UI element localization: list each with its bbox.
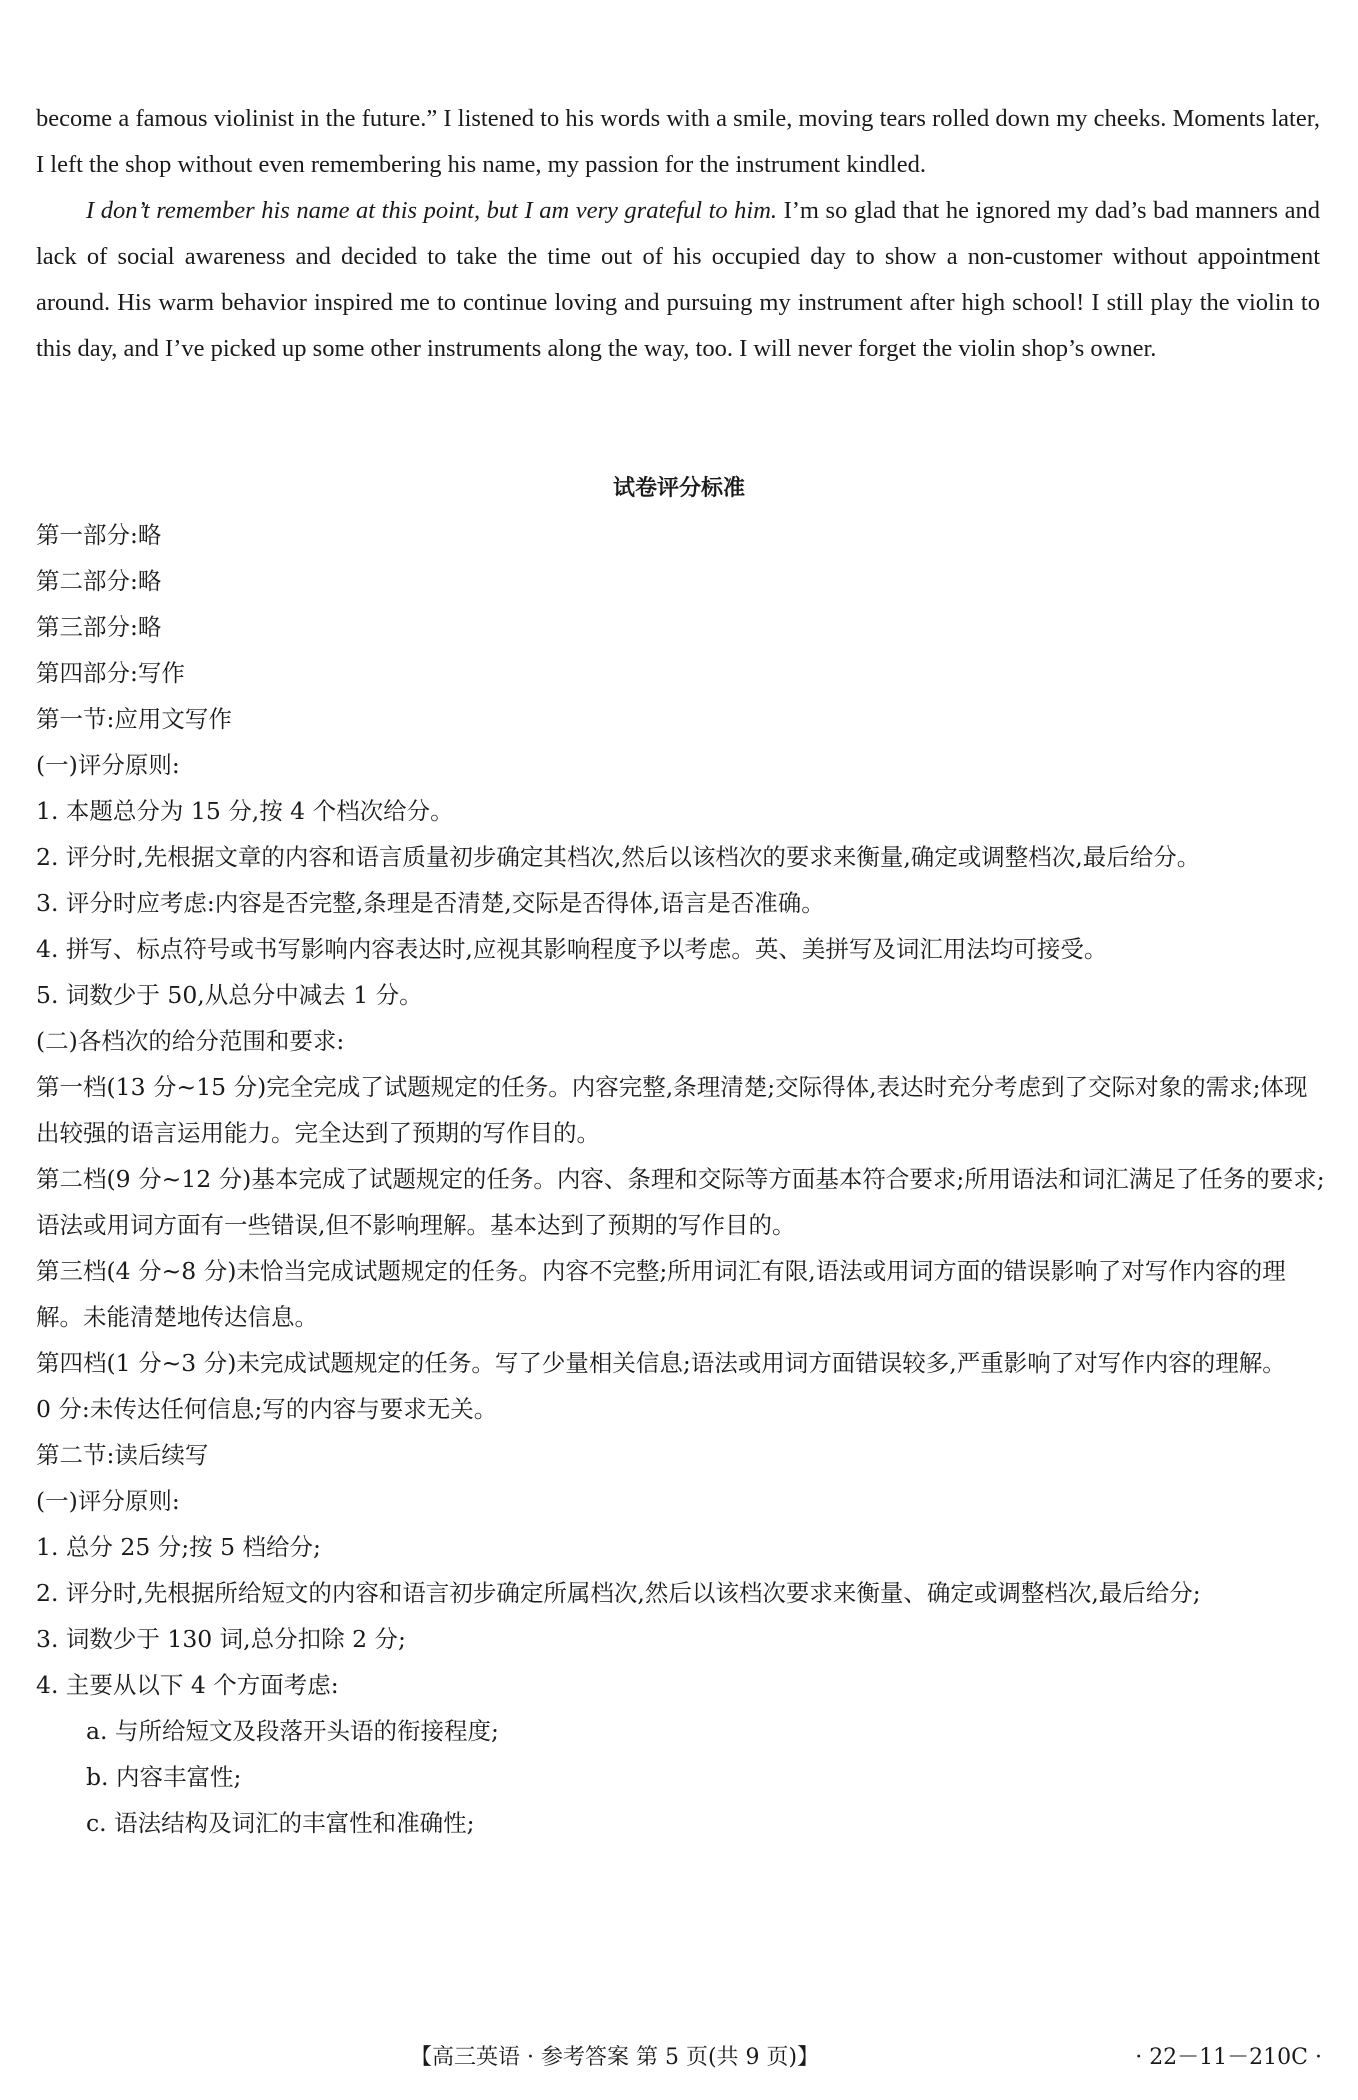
section-two-heading: 第二节:读后续写: [36, 1441, 209, 1469]
grade-level-4: 第四档(1 分~3 分)未完成试题规定的任务。写了少量相关信息;语法或用词方面错误较多,严重影响了对写作内容的理解。: [36, 1349, 1286, 1377]
section-one-heading: 第一节:应用文写作: [36, 705, 232, 733]
rule-2-2: 2. 评分时,先根据所给短文的内容和语言初步确定所属档次,然后以该档次要求来衡量、确定或调整档次,最后给分;: [36, 1579, 1201, 1607]
story-paragraph-2-rest: I’m so glad that he ignored my dad’s bad manners and lack of social awareness and decided to take the time out of his occupied day to show a non-customer without appointment around. His warm behavior inspired me to continue loving and pursuing my instrument after high school! I still play the violin to this day, and I’ve picked up some other instruments along the way, too. I will never forget the violin shop’s owner.: [36, 197, 1320, 362]
rule-2-3: 3. 词数少于 130 词,总分扣除 2 分;: [36, 1625, 406, 1653]
aspect-c: c. 语法结构及词汇的丰富性和准确性;: [86, 1809, 475, 1837]
aspect-a: a. 与所给短文及段落开头语的衔接程度;: [86, 1717, 499, 1745]
grade-level-3: 第三档(4 分~8 分)未恰当完成试题规定的任务。内容不完整;所用词汇有限,语法或用词方面的错误影响了对写作内容的理解。未能清楚地传达信息。: [36, 1257, 1286, 1331]
story-text: [36, 96, 1320, 372]
rule-1-5: 5. 词数少于 50,从总分中减去 1 分。: [36, 981, 423, 1009]
aspect-b: b. 内容丰富性;: [86, 1763, 242, 1791]
rule-1-3: 3. 评分时应考虑:内容是否完整,条理是否清楚,交际是否得体,语言是否准确。: [36, 889, 825, 917]
part-four: 第四部分:写作: [36, 659, 185, 687]
grade-ranges-heading: (二)各档次的给分范围和要求:: [36, 1027, 345, 1055]
rule-2-1: 1. 总分 25 分;按 5 档给分;: [36, 1533, 321, 1561]
grade-zero: 0 分:未传达任何信息;写的内容与要求无关。: [36, 1395, 498, 1423]
grade-level-1: 第一档(13 分~15 分)完全完成了试题规定的任务。内容完整,条理清楚;交际得体,表达时充分考虑到了交际对象的需求;体现出较强的语言运用能力。完全达到了预期的写作目的。: [36, 1073, 1308, 1147]
page-title: 试卷评分标准: [612, 476, 745, 501]
grade-level-2: 第二档(9 分~12 分)基本完成了试题规定的任务。内容、条理和交际等方面基本符合要求;所用语法和词汇满足了任务的要求;语法或用词方面有一些错误,但不影响理解。基本达到了预期的写作目的。: [36, 1165, 1325, 1239]
story-italic-sentence: I don’t remember his name at this point, but I am very grateful to him.: [86, 197, 778, 224]
story-paragraph-2: [36, 188, 1320, 372]
rule-1-4: 4. 拼写、标点符号或书写影响内容表达时,应视其影响程度予以考虑。英、美拼写及词汇用法均可接受。: [36, 935, 1108, 963]
principles-heading-1: (一)评分原则:: [36, 751, 180, 779]
footer-page-info: 【高三英语 · 参考答案 第 5 页(共 9 页)】: [410, 2045, 820, 2070]
story-paragraph-1: become a famous violinist in the future.” I listened to his words with a smile, moving tears rolled down my cheeks. Moments later, I left the shop without even remembering his name, my passion for the instrument kindled.: [36, 105, 1320, 178]
part-one: 第一部分:略: [36, 521, 162, 549]
footer-exam-code: · 22－11－210C ·: [1135, 2045, 1322, 2070]
part-three: 第三部分:略: [36, 613, 162, 641]
principles-heading-2: (一)评分原则:: [36, 1487, 180, 1515]
rule-1-1: 1. 本题总分为 15 分,按 4 个档次给分。: [36, 797, 454, 825]
page-footer: [0, 2038, 1358, 2078]
part-two: 第二部分:略: [36, 567, 162, 595]
rule-1-2: 2. 评分时,先根据文章的内容和语言质量初步确定其档次,然后以该档次的要求来衡量,确定或调整档次,最后给分。: [36, 843, 1201, 871]
scoring-criteria: [36, 512, 1326, 1846]
rule-2-4: 4. 主要从以下 4 个方面考虑:: [36, 1671, 339, 1699]
